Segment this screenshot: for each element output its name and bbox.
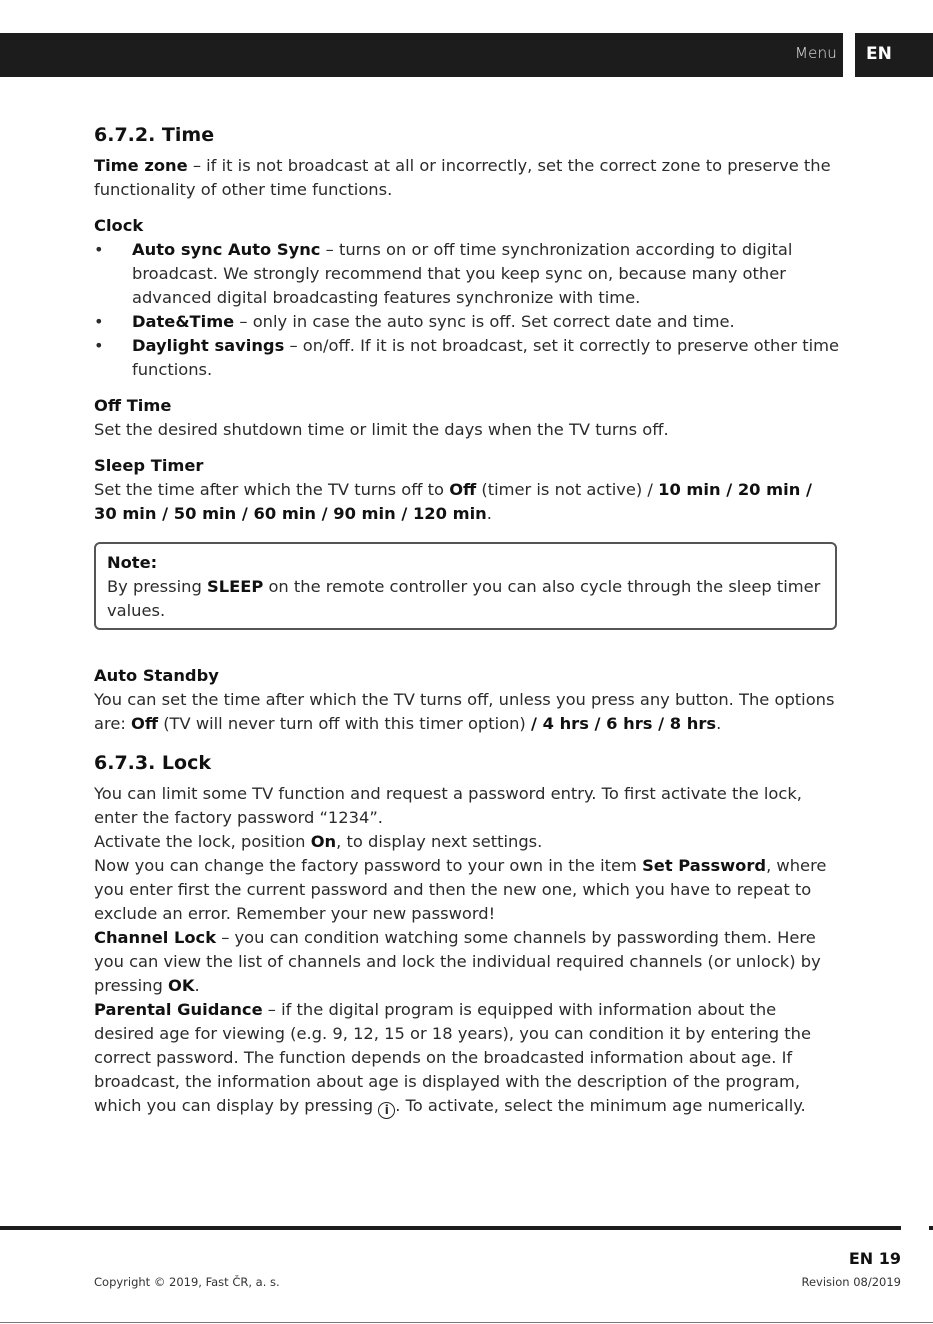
lock-paragraph-4 (94, 926, 839, 998)
lock-p4-text-1: – you can condition watching some channels by passwording them. Here you can view the list of channels and lock the individual required channels (or unlock) by pressing (94, 928, 821, 995)
sleep-text-2: (timer is not active) / (476, 480, 659, 499)
footer-divider-end (929, 1226, 933, 1230)
lock-paragraph-2 (94, 830, 839, 854)
auto-standby-text-3: . (716, 714, 722, 733)
header-bar (0, 33, 843, 77)
sleep-timer-heading: Sleep Timer (94, 456, 204, 475)
clock-heading: Clock (94, 216, 144, 235)
lock-p5-text-1: – if the digital program is equipped with information about the desired age for viewing (e.g. 9, 12, 15 or 18 years), you can condition it by entering the correct password. The function depends on the broadcasted information about age. If broadcast, the information about age is displayed with the description of the program, which you can display by pressing (94, 1000, 811, 1115)
auto-standby-off: Off (131, 714, 159, 733)
lock-p5-text-2: . To activate, select the minimum age numerically. (395, 1096, 806, 1115)
note-text-2: on the remote controller you can also cycle through the sleep timer values. (107, 577, 821, 620)
language-badge: EN (855, 33, 933, 77)
section-heading-time: 6.7.2. Time (94, 124, 215, 146)
auto-standby-values: / 4 hrs / 6 hrs / 8 hrs (530, 714, 717, 733)
note-box (94, 542, 837, 630)
lock-paragraph-3 (94, 854, 839, 926)
timezone-label: Time zone (94, 156, 188, 175)
bullet-text: – on/off. If it is not broadcast, set it correctly to preserve other time functions. (132, 336, 840, 379)
sleep-values: 10 min / 20 min / 30 min / 50 min / 60 min / 90 min / 120 min (94, 480, 812, 523)
ok-key: OK (168, 976, 195, 995)
timezone-paragraph (94, 154, 839, 202)
lock-p3-text-1: Now you can change the factory password to your own in the item (94, 856, 643, 875)
bullet-icon: • (94, 240, 104, 259)
auto-standby-text-1: You can set the time after which the TV turns off, unless you press any button. The options are: (94, 690, 835, 733)
list-item (94, 334, 839, 382)
set-password-label: Set Password (642, 856, 767, 875)
page-content (94, 120, 839, 1119)
note-text (107, 575, 825, 623)
offtime-heading: Off Time (94, 396, 172, 415)
bullet-label: Auto sync Auto Sync (132, 240, 321, 259)
header-menu-label: Menu (795, 44, 837, 62)
revision-text: Revision 08/2019 (801, 1275, 901, 1289)
bullet-icon: • (94, 336, 104, 355)
auto-standby-heading: Auto Standby (94, 666, 219, 685)
note-text-1: By pressing (107, 577, 207, 596)
clock-list (94, 238, 839, 382)
sleep-text-3: . (486, 504, 492, 523)
lock-p2-text-2: , to display next settings. (336, 832, 543, 851)
lock-p3-text-2: , where you enter first the current password and then the new one, which you have to repeat to exclude an error. Remember your new password! (94, 856, 827, 923)
list-item (94, 238, 839, 310)
bullet-icon: • (94, 312, 104, 331)
info-icon: i (378, 1102, 395, 1119)
bullet-text: – turns on or off time synchronization according to digital broadcast. We strongly recommend that you keep sync on, because many other advanced digital broadcasting features synchronize with time. (132, 240, 793, 307)
sleep-timer-paragraph (94, 478, 839, 526)
bullet-label: Daylight savings (132, 336, 285, 355)
footer-divider (0, 1226, 901, 1230)
lock-p4-text-2: . (194, 976, 200, 995)
offtime-text: Set the desired shutdown time or limit the days when the TV turns off. (94, 420, 669, 439)
bullet-label: Date&Time (132, 312, 235, 331)
copyright-text: Copyright © 2019, Fast ČR, a. s. (94, 1275, 280, 1289)
page-number: EN 19 (848, 1249, 901, 1268)
parental-guidance-label: Parental Guidance (94, 1000, 263, 1019)
note-title: Note: (107, 553, 158, 572)
sleep-text-1: Set the time after which the TV turns off to (94, 480, 450, 499)
lock-paragraph-1: You can limit some TV function and request a password entry. To first activate the lock, enter the factory password “1234”. (94, 784, 802, 827)
lock-p2-on: On (310, 832, 337, 851)
channel-lock-label: Channel Lock (94, 928, 217, 947)
bottom-divider (0, 1322, 933, 1323)
lock-paragraph-5 (94, 998, 839, 1119)
section-heading-lock: 6.7.3. Lock (94, 752, 211, 774)
note-key: SLEEP (207, 577, 264, 596)
list-item (94, 310, 839, 334)
auto-standby-paragraph (94, 688, 839, 736)
lock-p2-text-1: Activate the lock, position (94, 832, 311, 851)
bullet-text: – only in case the auto sync is off. Set correct date and time. (234, 312, 735, 331)
sleep-off: Off (449, 480, 477, 499)
timezone-text: – if it is not broadcast at all or incorrectly, set the correct zone to preserve the functionality of other time functions. (94, 156, 831, 199)
auto-standby-text-2: (TV will never turn off with this timer option) (158, 714, 531, 733)
